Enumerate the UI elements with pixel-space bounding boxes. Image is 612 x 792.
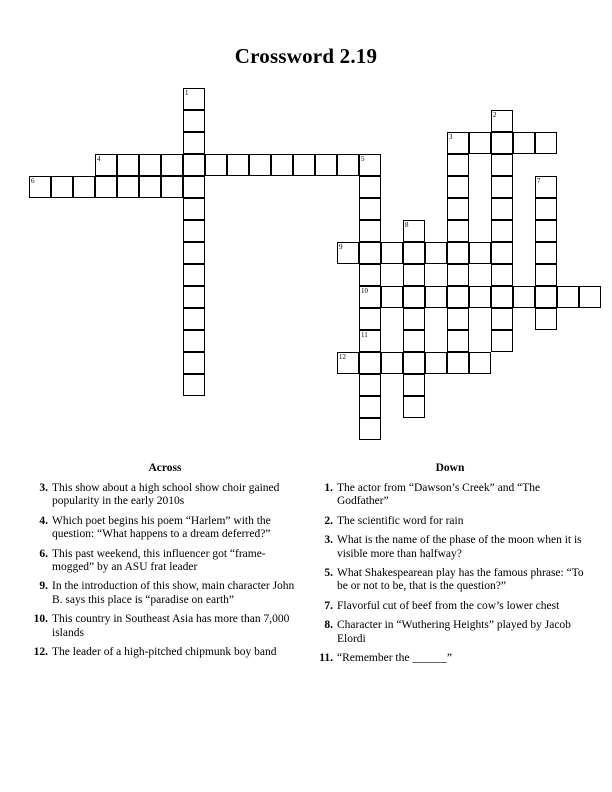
grid-cell[interactable] — [403, 242, 425, 264]
grid-cell[interactable] — [139, 176, 161, 198]
down-clue-text: “Remember the ______” — [337, 652, 452, 665]
grid-cell[interactable] — [403, 352, 425, 374]
grid-cell[interactable] — [403, 264, 425, 286]
grid-cell-number: 4 — [97, 155, 101, 163]
grid-cell[interactable] — [447, 286, 469, 308]
clues-section — [0, 462, 612, 692]
grid-cell-number: 7 — [537, 177, 541, 185]
grid-cell-number: 5 — [361, 155, 365, 163]
grid-cell[interactable] — [535, 308, 557, 330]
grid-cell-number: 1 — [185, 89, 189, 97]
grid-cell[interactable] — [491, 198, 513, 220]
grid-cell[interactable] — [403, 286, 425, 308]
grid-cell[interactable] — [491, 242, 513, 264]
grid-cell[interactable] — [337, 154, 359, 176]
grid-cell[interactable] — [513, 286, 535, 308]
down-clue — [315, 619, 585, 646]
down-clue — [315, 652, 585, 665]
grid-cell[interactable] — [359, 396, 381, 418]
grid-cell[interactable] — [469, 132, 491, 154]
grid-cell[interactable] — [491, 264, 513, 286]
grid-cell-number: 10 — [361, 287, 368, 295]
grid-cell[interactable] — [183, 220, 205, 242]
grid-cell[interactable] — [403, 330, 425, 352]
grid-cell[interactable] — [447, 198, 469, 220]
down-clue-number: 2. — [324, 514, 333, 527]
grid-cell[interactable] — [491, 176, 513, 198]
grid-cell-number: 2 — [493, 111, 497, 119]
grid-cell-number: 6 — [31, 177, 35, 185]
grid-cell[interactable] — [469, 242, 491, 264]
grid-cell[interactable] — [447, 352, 469, 374]
grid-cell[interactable] — [271, 154, 293, 176]
across-clue-list — [30, 482, 300, 659]
grid-cell[interactable] — [161, 176, 183, 198]
grid-cell[interactable] — [139, 154, 161, 176]
grid-cell[interactable] — [205, 154, 227, 176]
across-clue — [30, 515, 300, 542]
grid-cell[interactable] — [117, 154, 139, 176]
grid-cell[interactable] — [535, 286, 557, 308]
grid-cell[interactable] — [315, 154, 337, 176]
across-clue — [30, 613, 300, 640]
grid-cell[interactable] — [425, 352, 447, 374]
across-clue — [30, 548, 300, 575]
grid-cell-number: 11 — [361, 331, 368, 339]
grid-cell[interactable] — [447, 308, 469, 330]
down-clue — [315, 534, 585, 561]
grid-cell[interactable] — [425, 242, 447, 264]
grid-cell[interactable] — [469, 352, 491, 374]
down-clue-text: Character in “Wuthering Heights” played by Jacob Elordi — [337, 619, 571, 645]
grid-cell[interactable] — [183, 154, 205, 176]
grid-cell[interactable] — [491, 330, 513, 352]
grid-cell-number: 3 — [449, 133, 453, 141]
grid-cell[interactable] — [535, 198, 557, 220]
grid-cell[interactable] — [95, 176, 117, 198]
grid-cell[interactable] — [447, 154, 469, 176]
across-clue-text: This show about a high school show choir gained popularity in the early 2010s — [52, 482, 280, 508]
down-heading: Down — [435, 462, 465, 474]
across-clue-number: 4. — [39, 514, 48, 527]
grid-cell[interactable] — [359, 242, 381, 264]
grid-cell[interactable] — [183, 132, 205, 154]
grid-cell[interactable] — [535, 264, 557, 286]
grid-cell[interactable] — [183, 330, 205, 352]
across-clue — [30, 646, 300, 659]
down-clue-number: 11. — [319, 652, 333, 665]
down-clue-text: The actor from “Dawson’s Creek” and “The Godfather” — [337, 482, 541, 508]
grid-cell[interactable] — [183, 198, 205, 220]
grid-cell[interactable] — [491, 220, 513, 242]
across-clue — [30, 580, 300, 607]
grid-cell[interactable] — [425, 286, 447, 308]
grid-cell[interactable] — [403, 396, 425, 418]
down-clue-number: 5. — [324, 567, 333, 580]
grid-cell[interactable] — [51, 176, 73, 198]
down-clue-text: What is the name of the phase of the moon when it is visible more than halfway? — [337, 534, 582, 560]
grid-cell[interactable] — [183, 286, 205, 308]
across-clue-text: Which poet begins his poem “Harlem” with the question: “What happens to a dream deferred?” — [52, 514, 271, 541]
across-clue-text: In the introduction of this show, main character John B. says this place is “paradise on earth” — [52, 580, 295, 606]
grid-cell[interactable] — [557, 286, 579, 308]
grid-cell[interactable] — [183, 242, 205, 264]
grid-cell[interactable] — [183, 352, 205, 374]
grid-cell[interactable] — [117, 176, 139, 198]
across-clue-number: 10. — [33, 613, 48, 626]
grid-cell[interactable] — [183, 176, 205, 198]
grid-cell[interactable] — [73, 176, 95, 198]
grid-cell[interactable] — [381, 352, 403, 374]
grid-cell[interactable] — [227, 154, 249, 176]
down-clue-text: What Shakespearean play has the famous phrase: “To be or not to be, that is the question?” — [337, 567, 584, 593]
grid-cell[interactable] — [513, 132, 535, 154]
across-clue-number: 3. — [39, 482, 48, 494]
grid-cell[interactable] — [403, 308, 425, 330]
grid-cell[interactable] — [359, 264, 381, 286]
across-clue-number: 12. — [33, 646, 48, 659]
grid-cell[interactable] — [359, 374, 381, 396]
grid-cell[interactable] — [183, 374, 205, 396]
grid-cell[interactable] — [447, 176, 469, 198]
down-clue — [315, 482, 585, 509]
grid-cell[interactable] — [359, 220, 381, 242]
across-heading: Across — [148, 462, 182, 474]
grid-cell[interactable] — [359, 352, 381, 374]
grid-cell[interactable] — [491, 308, 513, 330]
across-clue-text: This past weekend, this influencer got “frame-mogged” by an ASU frat leader — [52, 547, 266, 574]
grid-cell[interactable] — [183, 264, 205, 286]
grid-cell-number: 8 — [405, 221, 409, 229]
grid-cell[interactable] — [535, 220, 557, 242]
grid-cell[interactable] — [447, 330, 469, 352]
grid-cell[interactable] — [491, 132, 513, 154]
down-clue-text: Flavorful cut of beef from the cow’s lower chest — [337, 599, 560, 612]
grid-cell[interactable] — [359, 198, 381, 220]
grid-cell[interactable] — [447, 264, 469, 286]
grid-cell[interactable] — [161, 154, 183, 176]
grid-cell[interactable] — [491, 286, 513, 308]
grid-cell[interactable] — [579, 286, 601, 308]
grid-cell[interactable] — [183, 308, 205, 330]
down-clue-text: The scientific word for rain — [337, 514, 464, 527]
grid-cell[interactable] — [491, 154, 513, 176]
grid-cell[interactable] — [403, 374, 425, 396]
down-clue-number: 1. — [324, 482, 333, 494]
across-clue — [30, 482, 300, 509]
across-clues-column — [30, 462, 300, 665]
down-clue-number: 7. — [324, 599, 333, 612]
down-clue — [315, 600, 585, 613]
grid-cell-number: 12 — [339, 353, 346, 361]
down-clue — [315, 567, 585, 594]
down-clue — [315, 515, 585, 528]
grid-cell[interactable] — [381, 286, 403, 308]
grid-cell[interactable] — [535, 242, 557, 264]
grid-cell[interactable] — [183, 110, 205, 132]
grid-cell[interactable] — [359, 176, 381, 198]
down-clue-number: 8. — [324, 619, 333, 632]
grid-cell[interactable] — [359, 308, 381, 330]
grid-cell[interactable] — [447, 220, 469, 242]
down-clue-number: 3. — [324, 534, 333, 547]
across-clue-number: 9. — [39, 580, 48, 593]
page-title: Crossword 2.19 — [234, 44, 378, 68]
grid-cell[interactable] — [249, 154, 271, 176]
grid-cell[interactable] — [447, 242, 469, 264]
down-clue-list — [315, 482, 585, 665]
grid-cell[interactable] — [535, 132, 557, 154]
grid-cell[interactable] — [293, 154, 315, 176]
grid-cell[interactable] — [359, 418, 381, 440]
across-clue-text: The leader of a high-pitched chipmunk boy band — [52, 646, 277, 659]
down-clues-column — [315, 462, 585, 671]
across-clue-text: This country in Southeast Asia has more than 7,000 islands — [52, 613, 290, 639]
across-clue-number: 6. — [39, 547, 48, 560]
grid-cell-number: 9 — [339, 243, 343, 251]
grid-cell[interactable] — [469, 286, 491, 308]
grid-cell[interactable] — [381, 242, 403, 264]
